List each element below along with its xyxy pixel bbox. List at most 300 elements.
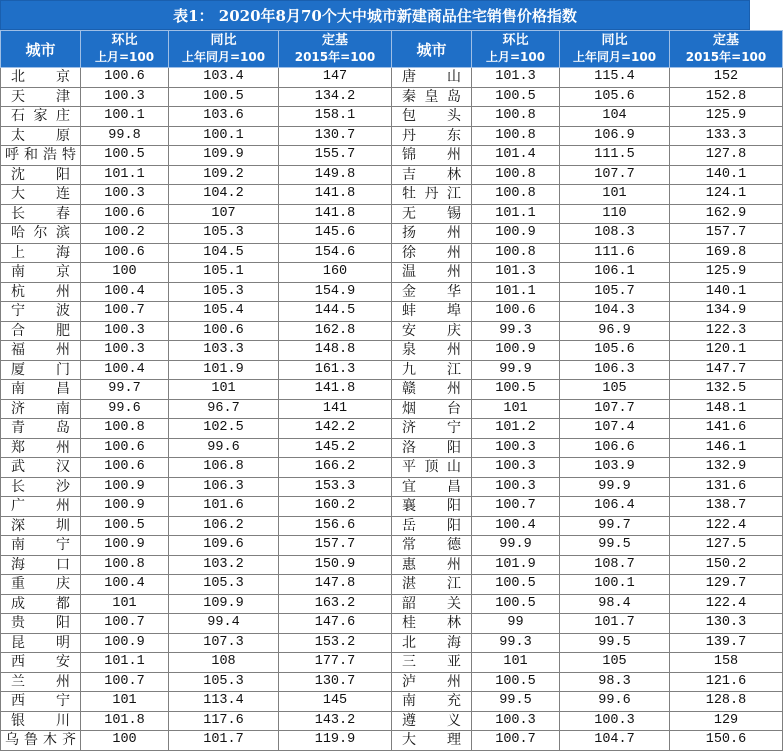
- left-yoy-cell: 101.9: [169, 360, 279, 380]
- left-city-cell: 西 宁: [1, 692, 81, 712]
- header-city-left: 城市: [1, 31, 81, 68]
- left-mom-cell: 100.9: [81, 477, 169, 497]
- left-city-cell: 银 川: [1, 711, 81, 731]
- left-base-cell: 147.8: [279, 575, 392, 595]
- header-base-label: 定基: [712, 33, 739, 48]
- left-city-cell: 昆 明: [1, 633, 81, 653]
- right-mom-cell: 99: [472, 614, 560, 634]
- right-base-cell: 134.9: [670, 302, 783, 322]
- header-city-right: 城市: [392, 31, 472, 68]
- right-mom-cell: 100.8: [472, 126, 560, 146]
- right-yoy-cell: 105.6: [560, 341, 670, 361]
- left-yoy-cell: 113.4: [169, 692, 279, 712]
- right-mom-cell: 100.6: [472, 302, 560, 322]
- right-city-cell: 韶 关: [392, 594, 472, 614]
- right-base-cell: 150.6: [670, 731, 783, 751]
- right-base-cell: 152: [670, 68, 783, 88]
- right-yoy-cell: 106.9: [560, 126, 670, 146]
- left-base-cell: 143.2: [279, 711, 392, 731]
- left-mom-cell: 100.3: [81, 341, 169, 361]
- header-mom-label: 环比: [111, 33, 138, 48]
- right-mom-cell: 101.2: [472, 419, 560, 439]
- left-city-cell: 福 州: [1, 341, 81, 361]
- left-city-cell: 兰 州: [1, 672, 81, 692]
- right-base-cell: 130.3: [670, 614, 783, 634]
- left-yoy-cell: 104.2: [169, 185, 279, 205]
- right-mom-cell: 101.9: [472, 555, 560, 575]
- right-mom-cell: 101.1: [472, 282, 560, 302]
- right-city-cell: 南 充: [392, 692, 472, 712]
- left-base-cell: 145.6: [279, 224, 392, 244]
- right-base-cell: 122.4: [670, 516, 783, 536]
- left-city-cell: 南 京: [1, 263, 81, 283]
- left-mom-cell: 100.3: [81, 321, 169, 341]
- right-base-cell: 140.1: [670, 282, 783, 302]
- table-row: [1, 711, 783, 731]
- right-city-cell: 惠 州: [392, 555, 472, 575]
- left-base-cell: 144.5: [279, 302, 392, 322]
- table-row: [1, 633, 783, 653]
- right-yoy-cell: 108.7: [560, 555, 670, 575]
- left-city-cell: 哈尔滨: [1, 224, 81, 244]
- left-base-cell: 141: [279, 399, 392, 419]
- left-yoy-cell: 99.4: [169, 614, 279, 634]
- right-yoy-cell: 103.9: [560, 458, 670, 478]
- right-yoy-cell: 101.7: [560, 614, 670, 634]
- left-yoy-cell: 96.7: [169, 399, 279, 419]
- left-mom-cell: 100.2: [81, 224, 169, 244]
- left-yoy-cell: 109.2: [169, 165, 279, 185]
- right-city-cell: 无 锡: [392, 204, 472, 224]
- right-city-cell: 秦皇岛: [392, 87, 472, 107]
- right-city-cell: 唐 山: [392, 68, 472, 88]
- table-row: [1, 165, 783, 185]
- table-row: [1, 341, 783, 361]
- table-row: [1, 302, 783, 322]
- header-base-right: [670, 31, 783, 68]
- table-row: [1, 107, 783, 127]
- left-base-cell: 166.2: [279, 458, 392, 478]
- left-base-cell: 141.8: [279, 380, 392, 400]
- left-base-cell: 148.8: [279, 341, 392, 361]
- left-yoy-cell: 103.2: [169, 555, 279, 575]
- left-mom-cell: 100.6: [81, 438, 169, 458]
- left-mom-cell: 100.3: [81, 87, 169, 107]
- right-base-cell: 122.3: [670, 321, 783, 341]
- header-mom-left: [81, 31, 169, 68]
- right-base-cell: 132.5: [670, 380, 783, 400]
- left-yoy-cell: 103.3: [169, 341, 279, 361]
- right-base-cell: 150.2: [670, 555, 783, 575]
- right-mom-cell: 100.3: [472, 477, 560, 497]
- left-yoy-cell: 103.4: [169, 68, 279, 88]
- header-yoy-base: 上年同月=100: [572, 50, 657, 64]
- table-row: [1, 497, 783, 517]
- right-mom-cell: 100.8: [472, 185, 560, 205]
- left-city-cell: 广 州: [1, 497, 81, 517]
- right-yoy-cell: 107.7: [560, 165, 670, 185]
- right-mom-cell: 100.5: [472, 87, 560, 107]
- left-base-cell: 141.8: [279, 204, 392, 224]
- left-city-cell: 乌鲁木齐: [1, 731, 81, 751]
- right-base-cell: 121.6: [670, 672, 783, 692]
- right-yoy-cell: 98.3: [560, 672, 670, 692]
- left-city-cell: 北 京: [1, 68, 81, 88]
- right-mom-cell: 100.4: [472, 516, 560, 536]
- left-mom-cell: 100.7: [81, 614, 169, 634]
- left-city-cell: 石家庄: [1, 107, 81, 127]
- table-row: [1, 360, 783, 380]
- right-city-cell: 扬 州: [392, 224, 472, 244]
- table-row: [1, 204, 783, 224]
- right-mom-cell: 99.5: [472, 692, 560, 712]
- table-row: [1, 653, 783, 673]
- right-city-cell: 桂 林: [392, 614, 472, 634]
- right-base-cell: 141.6: [670, 419, 783, 439]
- left-mom-cell: 100.4: [81, 575, 169, 595]
- right-base-cell: 162.9: [670, 204, 783, 224]
- left-base-cell: 162.8: [279, 321, 392, 341]
- right-mom-cell: 100.8: [472, 107, 560, 127]
- right-city-cell: 烟 台: [392, 399, 472, 419]
- left-city-cell: 宁 波: [1, 302, 81, 322]
- right-city-cell: 赣 州: [392, 380, 472, 400]
- left-mom-cell: 100.7: [81, 672, 169, 692]
- header-mom-right: [472, 31, 560, 68]
- right-city-cell: 洛 阳: [392, 438, 472, 458]
- left-yoy-cell: 102.5: [169, 419, 279, 439]
- left-city-cell: 成 都: [1, 594, 81, 614]
- right-city-cell: 九 江: [392, 360, 472, 380]
- right-city-cell: 锦 州: [392, 146, 472, 166]
- right-yoy-cell: 111.5: [560, 146, 670, 166]
- left-mom-cell: 99.7: [81, 380, 169, 400]
- right-base-cell: 131.6: [670, 477, 783, 497]
- right-yoy-cell: 107.7: [560, 399, 670, 419]
- right-mom-cell: 100.8: [472, 243, 560, 263]
- right-mom-cell: 101: [472, 399, 560, 419]
- right-city-cell: 温 州: [392, 263, 472, 283]
- right-mom-cell: 100.5: [472, 672, 560, 692]
- header-yoy-right: [560, 31, 670, 68]
- left-city-cell: 济 南: [1, 399, 81, 419]
- left-city-cell: 呼和浩特: [1, 146, 81, 166]
- left-city-cell: 沈 阳: [1, 165, 81, 185]
- right-city-cell: 吉 林: [392, 165, 472, 185]
- left-mom-cell: 100.3: [81, 185, 169, 205]
- table-row: [1, 458, 783, 478]
- left-base-cell: 145.2: [279, 438, 392, 458]
- right-yoy-cell: 106.1: [560, 263, 670, 283]
- left-base-cell: 160: [279, 263, 392, 283]
- table-row: [1, 321, 783, 341]
- left-yoy-cell: 105.3: [169, 575, 279, 595]
- right-yoy-cell: 108.3: [560, 224, 670, 244]
- right-base-cell: 157.7: [670, 224, 783, 244]
- right-base-cell: 124.1: [670, 185, 783, 205]
- left-mom-cell: 100.7: [81, 302, 169, 322]
- right-mom-cell: 100.5: [472, 594, 560, 614]
- table-row: [1, 224, 783, 244]
- right-mom-cell: 99.9: [472, 536, 560, 556]
- right-mom-cell: 100.7: [472, 731, 560, 751]
- table-row: [1, 282, 783, 302]
- right-yoy-cell: 98.4: [560, 594, 670, 614]
- right-base-cell: 139.7: [670, 633, 783, 653]
- table-row: [1, 555, 783, 575]
- right-base-cell: 128.8: [670, 692, 783, 712]
- left-mom-cell: 100.8: [81, 555, 169, 575]
- right-yoy-cell: 104: [560, 107, 670, 127]
- header-base-label: 定基: [321, 33, 348, 48]
- table-row: [1, 146, 783, 166]
- left-yoy-cell: 108: [169, 653, 279, 673]
- right-base-cell: 127.8: [670, 146, 783, 166]
- right-yoy-cell: 106.6: [560, 438, 670, 458]
- left-city-cell: 武 汉: [1, 458, 81, 478]
- left-yoy-cell: 105.3: [169, 282, 279, 302]
- left-mom-cell: 100.6: [81, 243, 169, 263]
- header-mom-label: 环比: [502, 33, 529, 48]
- left-city-cell: 上 海: [1, 243, 81, 263]
- right-yoy-cell: 106.4: [560, 497, 670, 517]
- left-yoy-cell: 105.3: [169, 672, 279, 692]
- right-city-cell: 大 理: [392, 731, 472, 751]
- left-base-cell: 154.9: [279, 282, 392, 302]
- header-base-year: 2015年=100: [294, 50, 376, 64]
- table-row: [1, 263, 783, 283]
- left-base-cell: 161.3: [279, 360, 392, 380]
- header-yoy-label: 同比: [210, 33, 237, 48]
- left-yoy-cell: 106.3: [169, 477, 279, 497]
- right-city-cell: 襄 阳: [392, 497, 472, 517]
- right-yoy-cell: 106.3: [560, 360, 670, 380]
- right-yoy-cell: 105.7: [560, 282, 670, 302]
- table-title: 表1： 2020年8月70个大中城市新建商品住宅销售价格指数: [0, 0, 750, 30]
- right-yoy-cell: 110: [560, 204, 670, 224]
- left-base-cell: 130.7: [279, 126, 392, 146]
- left-yoy-cell: 117.6: [169, 711, 279, 731]
- left-city-cell: 长 春: [1, 204, 81, 224]
- table-row: [1, 594, 783, 614]
- right-base-cell: 158: [670, 653, 783, 673]
- left-yoy-cell: 99.6: [169, 438, 279, 458]
- right-yoy-cell: 104.7: [560, 731, 670, 751]
- right-city-cell: 安 庆: [392, 321, 472, 341]
- left-mom-cell: 100.4: [81, 360, 169, 380]
- left-yoy-cell: 101: [169, 380, 279, 400]
- left-yoy-cell: 104.5: [169, 243, 279, 263]
- left-mom-cell: 100.6: [81, 68, 169, 88]
- right-city-cell: 北 海: [392, 633, 472, 653]
- table-row: [1, 243, 783, 263]
- left-city-cell: 厦 门: [1, 360, 81, 380]
- right-yoy-cell: 99.5: [560, 633, 670, 653]
- left-mom-cell: 100: [81, 731, 169, 751]
- right-base-cell: 169.8: [670, 243, 783, 263]
- left-yoy-cell: 109.6: [169, 536, 279, 556]
- right-yoy-cell: 99.7: [560, 516, 670, 536]
- left-mom-cell: 100.4: [81, 282, 169, 302]
- right-mom-cell: 101.3: [472, 68, 560, 88]
- left-city-cell: 合 肥: [1, 321, 81, 341]
- right-base-cell: 129.7: [670, 575, 783, 595]
- table-row: [1, 536, 783, 556]
- left-city-cell: 长 沙: [1, 477, 81, 497]
- left-base-cell: 145: [279, 692, 392, 712]
- left-yoy-cell: 101.6: [169, 497, 279, 517]
- right-city-cell: 丹 东: [392, 126, 472, 146]
- left-city-cell: 太 原: [1, 126, 81, 146]
- left-base-cell: 160.2: [279, 497, 392, 517]
- right-mom-cell: 100.3: [472, 711, 560, 731]
- left-base-cell: 177.7: [279, 653, 392, 673]
- right-city-cell: 遵 义: [392, 711, 472, 731]
- left-city-cell: 贵 阳: [1, 614, 81, 634]
- right-city-cell: 宜 昌: [392, 477, 472, 497]
- table-header: [1, 31, 783, 68]
- right-mom-cell: 100.9: [472, 224, 560, 244]
- left-city-cell: 大 连: [1, 185, 81, 205]
- table-row: [1, 477, 783, 497]
- right-city-cell: 包 头: [392, 107, 472, 127]
- left-base-cell: 130.7: [279, 672, 392, 692]
- left-yoy-cell: 100.5: [169, 87, 279, 107]
- right-city-cell: 泸 州: [392, 672, 472, 692]
- right-base-cell: 147.7: [670, 360, 783, 380]
- left-mom-cell: 99.6: [81, 399, 169, 419]
- table-row: [1, 614, 783, 634]
- table-row: [1, 575, 783, 595]
- left-yoy-cell: 106.8: [169, 458, 279, 478]
- right-mom-cell: 101.1: [472, 204, 560, 224]
- right-city-cell: 金 华: [392, 282, 472, 302]
- left-city-cell: 海 口: [1, 555, 81, 575]
- left-mom-cell: 101: [81, 692, 169, 712]
- right-yoy-cell: 104.3: [560, 302, 670, 322]
- right-yoy-cell: 111.6: [560, 243, 670, 263]
- left-yoy-cell: 100.6: [169, 321, 279, 341]
- left-yoy-cell: 105.4: [169, 302, 279, 322]
- right-yoy-cell: 105: [560, 653, 670, 673]
- right-base-cell: 125.9: [670, 107, 783, 127]
- left-yoy-cell: 100.1: [169, 126, 279, 146]
- right-base-cell: 132.9: [670, 458, 783, 478]
- left-mom-cell: 101.1: [81, 653, 169, 673]
- left-base-cell: 163.2: [279, 594, 392, 614]
- right-mom-cell: 100.9: [472, 341, 560, 361]
- right-mom-cell: 100.3: [472, 458, 560, 478]
- right-city-cell: 平顶山: [392, 458, 472, 478]
- right-mom-cell: 101.3: [472, 263, 560, 283]
- right-city-cell: 徐 州: [392, 243, 472, 263]
- right-mom-cell: 100.5: [472, 380, 560, 400]
- header-yoy-base: 上年同月=100: [181, 50, 266, 64]
- left-mom-cell: 101.1: [81, 165, 169, 185]
- right-city-cell: 湛 江: [392, 575, 472, 595]
- left-yoy-cell: 103.6: [169, 107, 279, 127]
- left-city-cell: 深 圳: [1, 516, 81, 536]
- left-mom-cell: 100.6: [81, 458, 169, 478]
- right-base-cell: 133.3: [670, 126, 783, 146]
- table-row: [1, 731, 783, 751]
- right-base-cell: 127.5: [670, 536, 783, 556]
- left-base-cell: 134.2: [279, 87, 392, 107]
- right-mom-cell: 101.4: [472, 146, 560, 166]
- right-base-cell: 146.1: [670, 438, 783, 458]
- left-mom-cell: 100.9: [81, 536, 169, 556]
- left-base-cell: 153.3: [279, 477, 392, 497]
- table-row: [1, 672, 783, 692]
- right-base-cell: 138.7: [670, 497, 783, 517]
- right-base-cell: 148.1: [670, 399, 783, 419]
- left-mom-cell: 100: [81, 263, 169, 283]
- header-yoy-label: 同比: [601, 33, 628, 48]
- left-city-cell: 天 津: [1, 87, 81, 107]
- right-yoy-cell: 101: [560, 185, 670, 205]
- left-city-cell: 南 昌: [1, 380, 81, 400]
- table-row: [1, 692, 783, 712]
- left-base-cell: 154.6: [279, 243, 392, 263]
- left-mom-cell: 100.1: [81, 107, 169, 127]
- right-city-cell: 牡丹江: [392, 185, 472, 205]
- left-mom-cell: 100.5: [81, 146, 169, 166]
- left-base-cell: 158.1: [279, 107, 392, 127]
- right-yoy-cell: 99.5: [560, 536, 670, 556]
- left-mom-cell: 100.5: [81, 516, 169, 536]
- table-row: [1, 126, 783, 146]
- right-base-cell: 125.9: [670, 263, 783, 283]
- right-mom-cell: 99.9: [472, 360, 560, 380]
- right-base-cell: 140.1: [670, 165, 783, 185]
- table-row: [1, 516, 783, 536]
- right-yoy-cell: 100.1: [560, 575, 670, 595]
- left-mom-cell: 100.9: [81, 497, 169, 517]
- header-base-left: [279, 31, 392, 68]
- right-base-cell: 122.4: [670, 594, 783, 614]
- right-mom-cell: 100.5: [472, 575, 560, 595]
- left-city-cell: 郑 州: [1, 438, 81, 458]
- table-row: [1, 380, 783, 400]
- table-row: [1, 185, 783, 205]
- table-row: [1, 68, 783, 88]
- price-index-table: [0, 30, 783, 751]
- right-yoy-cell: 105.6: [560, 87, 670, 107]
- right-yoy-cell: 115.4: [560, 68, 670, 88]
- table-body: [1, 68, 783, 751]
- left-base-cell: 142.2: [279, 419, 392, 439]
- left-mom-cell: 100.6: [81, 204, 169, 224]
- left-mom-cell: 100.9: [81, 633, 169, 653]
- left-city-cell: 南 宁: [1, 536, 81, 556]
- right-yoy-cell: 96.9: [560, 321, 670, 341]
- left-mom-cell: 101.8: [81, 711, 169, 731]
- right-city-cell: 蚌 埠: [392, 302, 472, 322]
- right-base-cell: 152.8: [670, 87, 783, 107]
- right-mom-cell: 100.3: [472, 438, 560, 458]
- right-yoy-cell: 107.4: [560, 419, 670, 439]
- left-base-cell: 119.9: [279, 731, 392, 751]
- table-row: [1, 87, 783, 107]
- right-mom-cell: 100.7: [472, 497, 560, 517]
- right-city-cell: 济 宁: [392, 419, 472, 439]
- left-yoy-cell: 109.9: [169, 146, 279, 166]
- right-city-cell: 三 亚: [392, 653, 472, 673]
- header-yoy-left: [169, 31, 279, 68]
- left-yoy-cell: 105.3: [169, 224, 279, 244]
- left-yoy-cell: 107: [169, 204, 279, 224]
- right-mom-cell: 99.3: [472, 321, 560, 341]
